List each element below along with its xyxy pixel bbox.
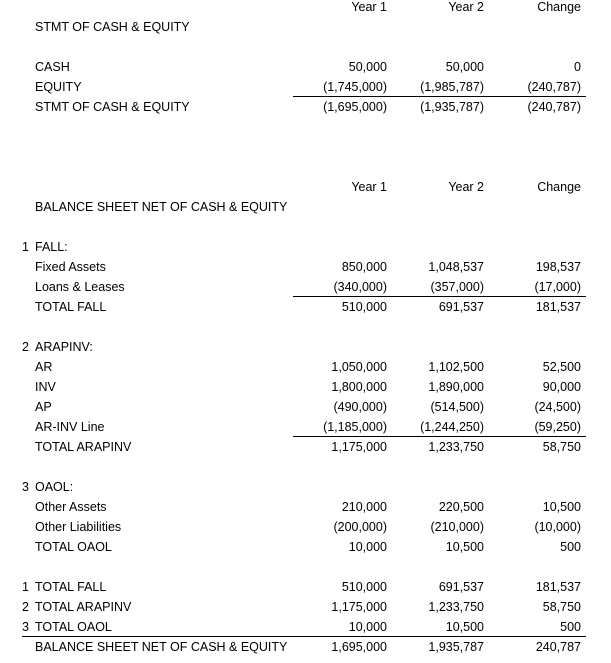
table-row: Fixed Assets 850,000 1,048,537 198,537 <box>35 260 581 274</box>
table-row-total: TOTAL ARAPINV 1,175,000 1,233,750 58,750 <box>35 440 581 454</box>
table-row: CASH 50,000 50,000 0 <box>35 60 581 74</box>
section-title-balance-sheet: BALANCE SHEET NET OF CASH & EQUITY <box>35 200 288 214</box>
year2-header: Year 2 <box>448 0 484 14</box>
table-row: Loans & Leases (340,000) (357,000) (17,000) <box>35 280 581 294</box>
table-row: INV 1,800,000 1,890,000 90,000 <box>35 380 581 394</box>
year1-header: Year 1 <box>351 180 387 194</box>
summary-row-grand-total: BALANCE SHEET NET OF CASH & EQUITY 1,695,000 1,935,787 240,787 <box>35 640 581 654</box>
table-row-total: TOTAL FALL 510,000 691,537 181,537 <box>35 300 581 314</box>
year2-header: Year 2 <box>448 180 484 194</box>
section-title-cash-equity: STMT OF CASH & EQUITY <box>35 20 190 34</box>
table-row: AR 1,050,000 1,102,500 52,500 <box>35 360 581 374</box>
fall-heading: 1 FALL: <box>22 240 68 254</box>
table-row: EQUITY (1,745,000) (1,985,787) (240,787) <box>35 80 581 94</box>
oaol-heading: 3 OAOL: <box>22 480 74 494</box>
summary-row: 3 TOTAL OAOL 10,000 10,500 500 <box>22 620 581 634</box>
summary-row: 1 TOTAL FALL 510,000 691,537 181,537 <box>22 580 581 594</box>
change-header: Change <box>537 180 581 194</box>
table-row-total: STMT OF CASH & EQUITY (1,695,000) (1,935,787) (240,787) <box>35 100 581 114</box>
summary-row: 2 TOTAL ARAPINV 1,175,000 1,233,750 58,750 <box>22 600 581 614</box>
year1-header: Year 1 <box>351 0 387 14</box>
table-row: Other Assets 210,000 220,500 10,500 <box>35 500 581 514</box>
table-row: Other Liabilities (200,000) (210,000) (10,000) <box>35 520 581 534</box>
table-row: AR-INV Line (1,185,000) (1,244,250) (59,250) <box>35 420 581 434</box>
arapinv-heading: 2 ARAPINV: <box>22 340 93 354</box>
change-header: Change <box>537 0 581 14</box>
table-row-total: TOTAL OAOL 10,000 10,500 500 <box>35 540 581 554</box>
header-row-2 <box>0 177 611 197</box>
table-row: AP (490,000) (514,500) (24,500) <box>35 400 581 414</box>
header-row-1 <box>0 0 611 17</box>
